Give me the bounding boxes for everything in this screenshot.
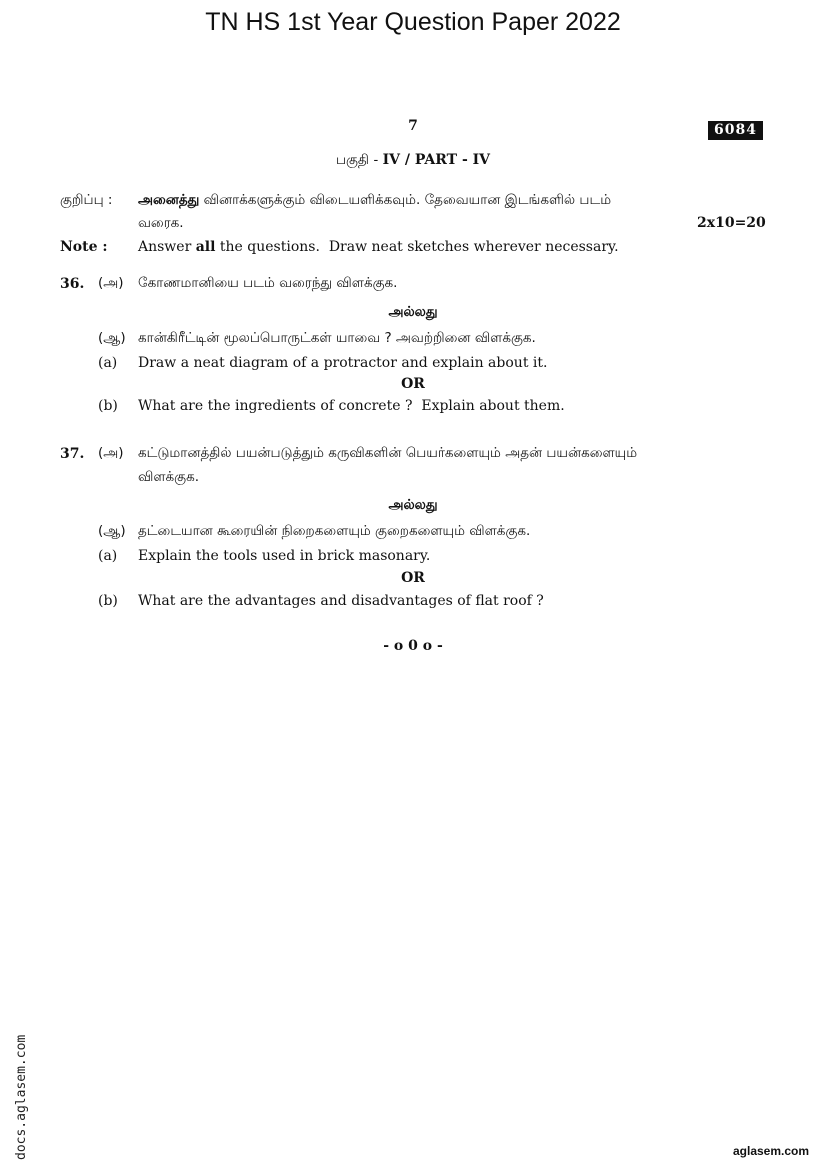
part-heading-tamil: பகுதி — [335, 152, 369, 168]
question-english-b: What are the ingredients of concrete ? Explain about them. — [138, 398, 565, 414]
question-tamil-a-label: (அ) — [98, 445, 124, 461]
note-pre: Answer — [138, 239, 192, 255]
part-heading-separator: - — [373, 152, 379, 168]
part-heading — [0, 152, 826, 170]
question-english-or: OR — [401, 376, 425, 392]
question-tamil-a-label: (அ) — [98, 275, 124, 291]
question-tamil-or: அல்லது — [388, 497, 438, 513]
question-english-or: OR — [401, 570, 425, 586]
question-english-a-label: (a) — [98, 355, 118, 371]
question-english-a-label: (a) — [98, 548, 118, 564]
question-tamil-b: கான்கிரீட்டின் மூலப்பொருட்கள் யாவை ? அவற்றினை விளக்குக. — [138, 330, 536, 346]
question-tamil-a: கோணமானியை படம் வரைந்து விளக்குக. — [138, 275, 398, 291]
note-text — [138, 238, 619, 256]
note-bold: all — [195, 239, 216, 255]
question-english-b-label: (b) — [98, 398, 118, 414]
question-number: 36. — [60, 276, 85, 292]
question-english-a: Draw a neat diagram of a protractor and explain about it. — [138, 355, 548, 371]
note-label: Note : — [60, 239, 108, 255]
question-number: 37. — [60, 446, 85, 462]
question-tamil-b: தட்டையான கூரையின் நிறைகளையும் குறைகளையும் விளக்குக. — [138, 523, 531, 539]
question-english-b: What are the advantages and disadvantages of flat roof ? — [138, 593, 544, 609]
paper-code-badge: 6084 — [708, 121, 763, 140]
question-tamil-or: அல்லது — [388, 304, 438, 320]
marks-allocation: 2x10=20 — [697, 215, 766, 231]
question-tamil-b-label: (ஆ) — [98, 523, 126, 539]
footer-watermark: aglasem.com — [733, 1144, 810, 1158]
part-heading-english: IV / PART - IV — [382, 152, 491, 168]
question-english-b-label: (b) — [98, 593, 118, 609]
instruction-tamil-label: குறிப்பு : — [60, 192, 113, 208]
question-tamil-a-continued: விளக்குக. — [138, 469, 200, 485]
side-watermark-url: docs.aglasem.com — [14, 1034, 29, 1160]
instruction-tamil-rest: வினாக்களுக்கும் விடையளிக்கவும். தேவையான இடங்களில் படம் — [203, 192, 612, 208]
end-marker: - o 0 o - — [383, 638, 443, 654]
question-tamil-a: கட்டுமானத்தில் பயன்படுத்தும் கருவிகளின் பெயர்களையும் அதன் பயன்களையும் — [138, 445, 638, 461]
page-number: 7 — [408, 118, 418, 134]
question-tamil-b-label: (ஆ) — [98, 330, 126, 346]
note-post: the questions. Draw neat sketches wherever necessary. — [219, 239, 619, 255]
instruction-tamil-bold: அனைத்து — [138, 192, 200, 208]
document-title: TN HS 1st Year Question Paper 2022 — [205, 8, 621, 36]
instruction-tamil-line2: வரைக. — [138, 215, 184, 231]
instruction-tamil-line1 — [138, 192, 738, 210]
question-english-a: Explain the tools used in brick masonary. — [138, 548, 431, 564]
